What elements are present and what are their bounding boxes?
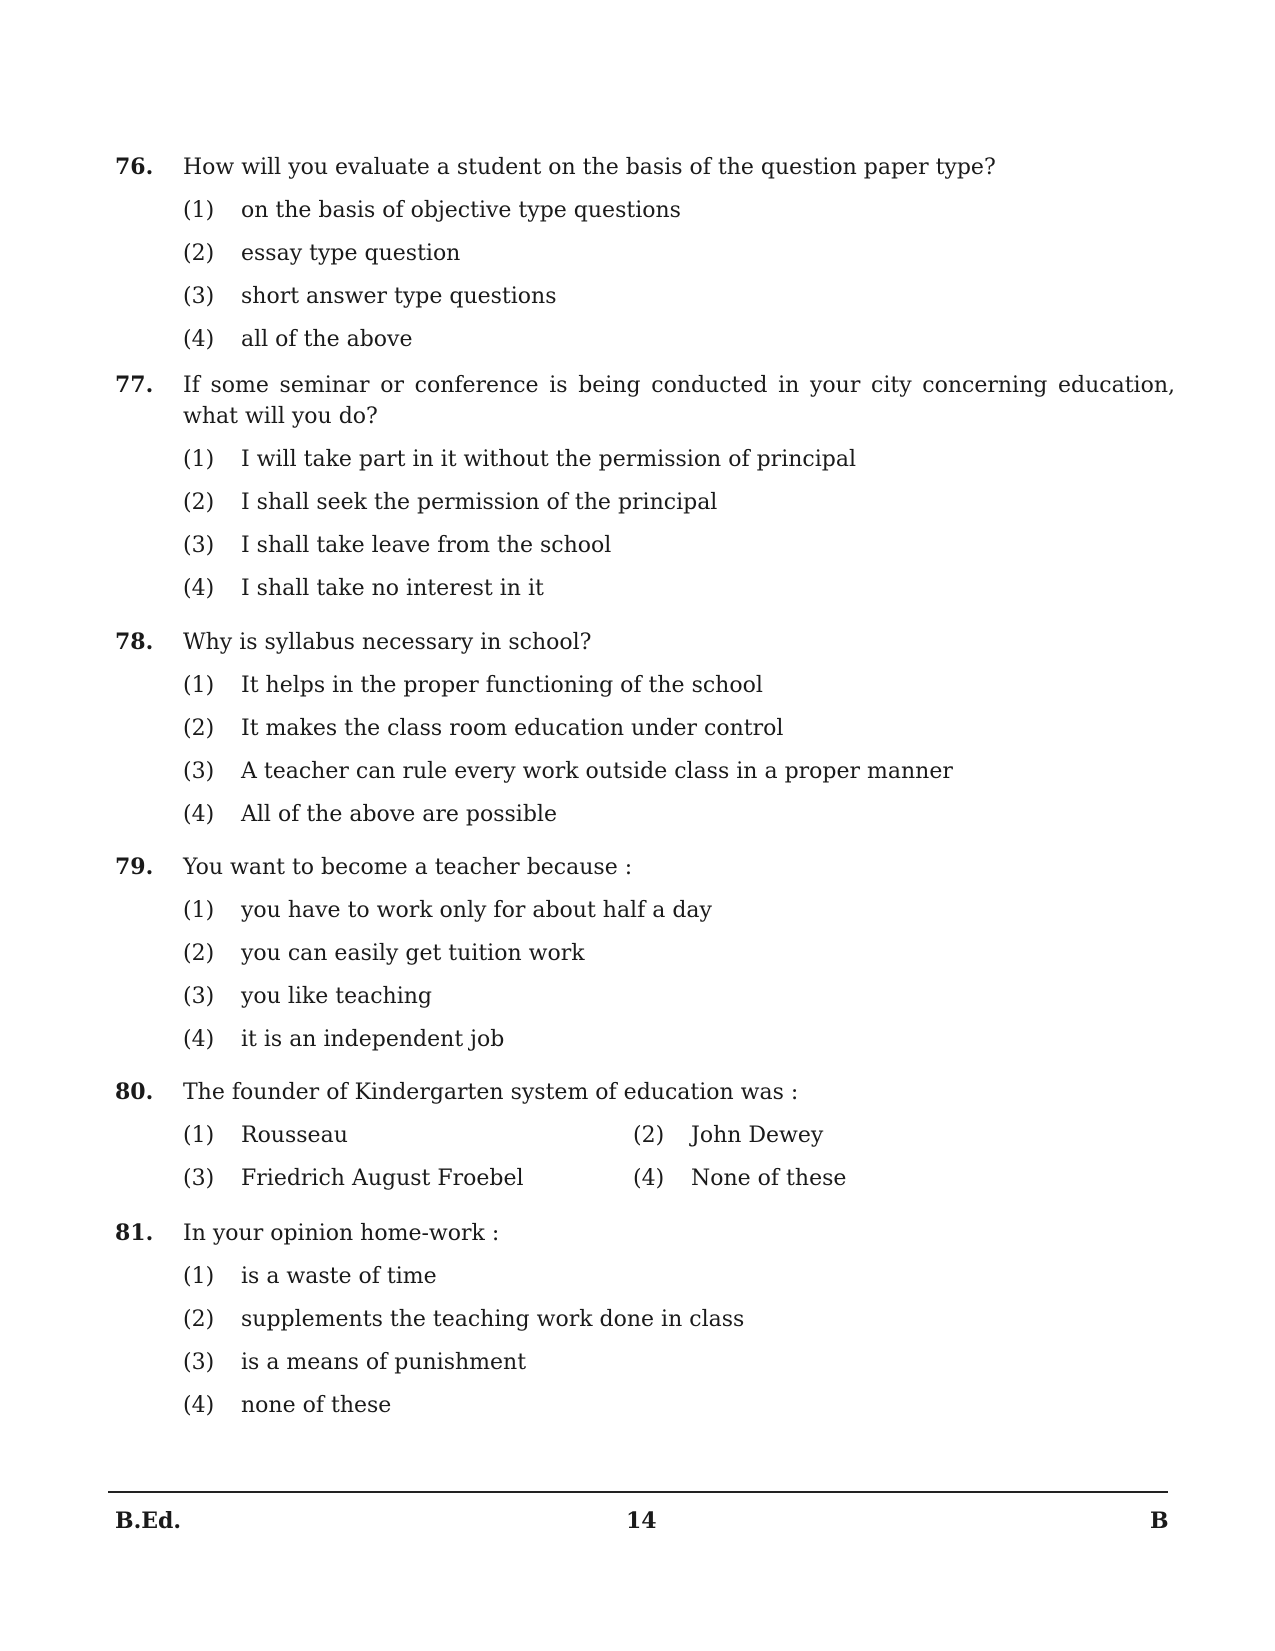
question-number: 78. (115, 629, 154, 655)
option (183, 926, 1175, 969)
question-stem (115, 152, 1175, 183)
options-list (183, 432, 1175, 604)
option-text: It helps in the proper functioning of the school (241, 673, 763, 698)
question-stem (115, 1077, 1175, 1108)
option (183, 1249, 1175, 1292)
option (183, 1151, 633, 1194)
option (183, 518, 1175, 561)
question-text: In your opinion home-work : (183, 1221, 500, 1246)
footer-course-code: B.Ed. (115, 1508, 182, 1534)
option-text: I shall seek the permission of the principal (241, 490, 718, 515)
footer-page-number: 14 (626, 1508, 657, 1534)
option (183, 1108, 633, 1151)
option (633, 1151, 1083, 1194)
options-list (183, 883, 1175, 1055)
option (183, 701, 1175, 744)
options-list (183, 658, 1175, 830)
option-number: (2) (183, 241, 215, 266)
option-number: (3) (183, 1166, 215, 1191)
option-text: I shall take leave from the school (241, 533, 612, 558)
option-number: (3) (183, 533, 215, 558)
options-list (183, 183, 1175, 355)
option (183, 226, 1175, 269)
options-grid (183, 1108, 1175, 1194)
question-81 (115, 1218, 1175, 1421)
option-text: none of these (241, 1393, 392, 1418)
option-text: Rousseau (241, 1123, 348, 1148)
option-text: is a waste of time (241, 1264, 437, 1289)
question-stem (115, 1218, 1175, 1249)
question-number: 80. (115, 1079, 154, 1105)
question-77 (115, 370, 1175, 604)
option-number: (4) (183, 576, 215, 601)
option-text: A teacher can rule every work outside class in a proper manner (241, 759, 953, 784)
options-list (183, 1249, 1175, 1421)
option-text: on the basis of objective type questions (241, 198, 681, 223)
question-text: You want to become a teacher because : (183, 855, 633, 880)
option-text: you can easily get tuition work (241, 941, 585, 966)
option-text: All of the above are possible (241, 802, 557, 827)
option (183, 1378, 1175, 1421)
option-number: (4) (183, 802, 215, 827)
question-text: How will you evaluate a student on the basis of the question paper type? (183, 155, 996, 180)
option (183, 969, 1175, 1012)
option-number: (3) (183, 284, 215, 309)
option-number: (1) (183, 198, 215, 223)
option (183, 1012, 1175, 1055)
question-number: 79. (115, 854, 154, 880)
option-number: (2) (183, 941, 215, 966)
option-number: (3) (183, 1350, 215, 1375)
option-number: (1) (183, 1123, 215, 1148)
option-text: I shall take no interest in it (241, 576, 544, 601)
question-stem (115, 370, 1175, 432)
question-78 (115, 627, 1175, 830)
option-number: (4) (183, 327, 215, 352)
option-number: (2) (183, 1307, 215, 1332)
footer-divider (108, 1491, 1168, 1493)
option (183, 883, 1175, 926)
question-number: 77. (115, 372, 154, 398)
option (183, 432, 1175, 475)
option-number: (2) (633, 1123, 665, 1148)
option-number: (2) (183, 716, 215, 741)
option-text: all of the above (241, 327, 413, 352)
option (183, 475, 1175, 518)
option (633, 1108, 1083, 1151)
option-text: I will take part in it without the permission of principal (241, 447, 857, 472)
option (183, 183, 1175, 226)
option-text: None of these (691, 1166, 847, 1191)
question-stem (115, 627, 1175, 658)
option (183, 658, 1175, 701)
option-number: (1) (183, 1264, 215, 1289)
question-text: The founder of Kindergarten system of education was : (183, 1080, 799, 1105)
option-number: (4) (183, 1393, 215, 1418)
option-number: (3) (183, 759, 215, 784)
option (183, 1292, 1175, 1335)
option-text: you have to work only for about half a day (241, 898, 712, 923)
option (183, 744, 1175, 787)
option-text: it is an independent job (241, 1027, 505, 1052)
footer-series-code: B (1150, 1508, 1169, 1534)
option-number: (4) (633, 1166, 665, 1191)
question-text: If some seminar or conference is being conducted in your city concerning education, what will you do? (183, 373, 1175, 429)
option-number: (1) (183, 673, 215, 698)
option-text: essay type question (241, 241, 461, 266)
option-number: (1) (183, 447, 215, 472)
option-number: (4) (183, 1027, 215, 1052)
question-text: Why is syllabus necessary in school? (183, 630, 592, 655)
option-text: you like teaching (241, 984, 433, 1009)
question-79 (115, 852, 1175, 1055)
question-80 (115, 1077, 1175, 1194)
option (183, 269, 1175, 312)
question-76 (115, 152, 1175, 355)
option-number: (2) (183, 490, 215, 515)
option-text: John Dewey (691, 1123, 824, 1148)
option-text: is a means of punishment (241, 1350, 527, 1375)
option-number: (3) (183, 984, 215, 1009)
option-text: supplements the teaching work done in class (241, 1307, 745, 1332)
option-text: short answer type questions (241, 284, 557, 309)
option (183, 787, 1175, 830)
option (183, 312, 1175, 355)
option (183, 561, 1175, 604)
option-text: It makes the class room education under control (241, 716, 784, 741)
question-number: 76. (115, 154, 154, 180)
option (183, 1335, 1175, 1378)
question-stem (115, 852, 1175, 883)
option-text: Friedrich August Froebel (241, 1166, 524, 1191)
question-number: 81. (115, 1220, 154, 1246)
option-number: (1) (183, 898, 215, 923)
